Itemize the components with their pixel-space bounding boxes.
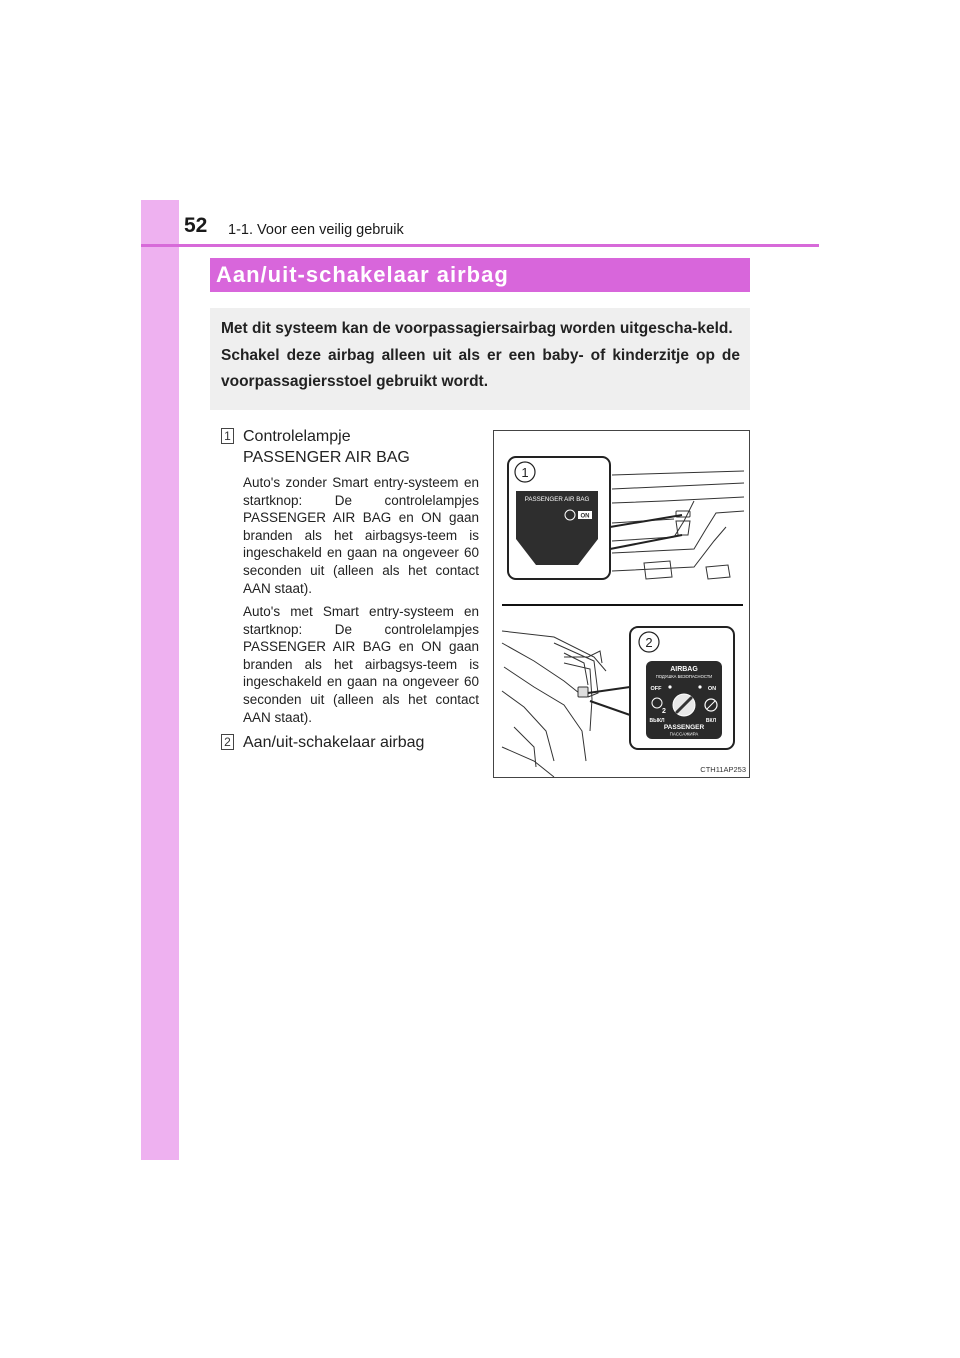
- switch-top-label: AIRBAG: [670, 666, 698, 673]
- switch-bottom-label-ru: ПАССАЖИРА: [669, 731, 699, 737]
- glovebox-drawing: [502, 631, 606, 777]
- header-rule: [141, 244, 819, 247]
- airbag-illustration: [493, 430, 750, 778]
- item-number-1: 1: [221, 428, 234, 444]
- seat-number: 2: [662, 708, 666, 715]
- callout-2-pointer: [588, 687, 630, 715]
- dashboard-top-drawing: [612, 471, 744, 579]
- item-1-title: [243, 426, 410, 468]
- figure-code: CTH11AP253: [700, 765, 746, 774]
- switch-on-label: ON: [707, 686, 717, 692]
- on-position-dot: [698, 685, 701, 688]
- illustration-svg: [494, 431, 751, 779]
- section-header: 1-1. Voor een veilig gebruik: [228, 222, 404, 238]
- switch-off-label: OFF: [650, 686, 662, 692]
- page-number: 52: [184, 214, 208, 237]
- item-number-2: 2: [221, 734, 234, 750]
- callout-1-number: 1: [521, 465, 529, 480]
- intro-box: [210, 308, 750, 410]
- item-2-title: Aan/uit-schakelaar airbag: [243, 734, 425, 751]
- off-position-dot: [668, 685, 671, 688]
- switch-top-label-ru: ПОДУШКА БЕЗОПАСНОСТИ: [655, 674, 713, 679]
- switch-bottom-label: PASSENGER: [663, 724, 705, 731]
- item-1-title-line-1: Controlelampje: [243, 428, 351, 445]
- callout-2-number: 2: [645, 635, 653, 650]
- callout-1-pointer: [610, 515, 682, 549]
- item-1-para-1: Auto's zonder Smart entry-systeem en startknop: De controlelampjes PASSENGER AIR BAG en ON gaan branden als het airbagsys-teem is ingeschakeld en gaan na ongeveer 60 seconden uit (alleen als het contact AAN staat).: [243, 475, 479, 596]
- indicator-on-text: ON: [580, 513, 590, 520]
- side-tab-strip: [141, 200, 179, 1160]
- indicator-label: PASSENGER AIR BAG: [524, 496, 590, 503]
- item-1-para-2: Auto's met Smart entry-systeem en startknop: De controlelampjes PASSENGER AIR BAG en ON gaan branden als het airbagsys-teem is ingeschakeld en gaan na ongeveer 60 seconden uit (alleen als het contact AAN staat).: [243, 604, 479, 725]
- switch-on-label-ru: ВКЛ: [705, 718, 717, 724]
- page-title: Aan/uit-schakelaar airbag: [210, 258, 750, 292]
- item-1-title-line-2: PASSENGER AIR BAG: [243, 449, 410, 466]
- intro-line-2: Schakel deze airbag alleen uit als er een baby- of kinderzitje op de voorpassagiersstoel gebruikt wordt.: [221, 346, 740, 390]
- switch-off-label-ru: ВЫКЛ: [649, 718, 665, 724]
- intro-line-1: Met dit systeem kan de voorpassagiersairbag worden uitgescha-keld.: [221, 320, 733, 337]
